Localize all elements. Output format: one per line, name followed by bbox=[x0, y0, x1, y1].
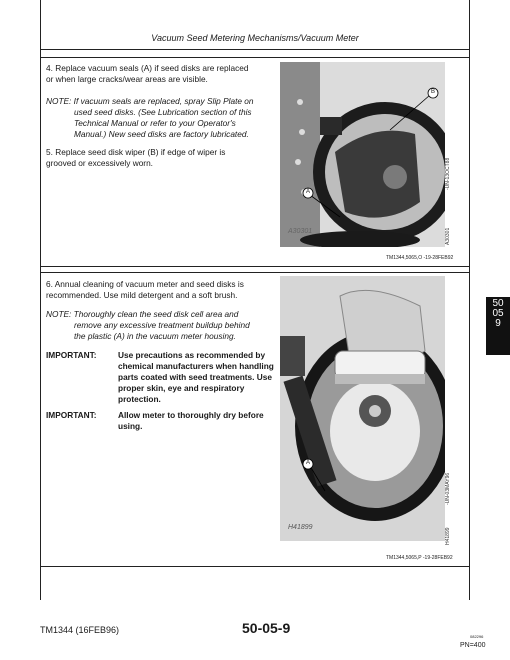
callout-b: B bbox=[431, 89, 436, 95]
figure-side-code: -UN-13OCT88 bbox=[445, 157, 451, 190]
section-divider-top bbox=[40, 57, 470, 58]
left-margin-line bbox=[40, 0, 41, 600]
figure-caption-2: TM1344,5065,P -19-28FEB92 bbox=[386, 555, 453, 561]
section-divider-1 bbox=[40, 266, 470, 267]
figure-side-code-2: A30301 bbox=[445, 227, 451, 245]
photo-cleaning-meter bbox=[280, 276, 445, 541]
manual-id: TM1344 (16FEB96) bbox=[40, 625, 120, 635]
callout-a: A bbox=[306, 460, 311, 466]
note-label: NOTE: bbox=[46, 309, 72, 319]
callout-a: A bbox=[306, 189, 311, 195]
page-header: Vacuum Seed Metering Mechanisms/Vacuum Meter bbox=[151, 33, 359, 43]
important-label: IMPORTANT: bbox=[46, 350, 97, 360]
important-2: IMPORTANT: Allow meter to thoroughly dry before using. bbox=[46, 410, 264, 431]
photo-code: A30301 bbox=[288, 228, 313, 235]
section-divider-2 bbox=[40, 272, 470, 273]
note-2: NOTE: Thoroughly clean the seed disk cell area and remove any excessive treatment buildup behind the plastic (A) in the vacuum meter housing. bbox=[46, 309, 250, 341]
callout-overlay bbox=[280, 62, 445, 247]
figure-side-code-2: H41899 bbox=[445, 527, 451, 545]
section-tab: 50 05 9 bbox=[486, 297, 510, 355]
photo-code: H41899 bbox=[288, 524, 313, 531]
page-number: 50-05-9 bbox=[242, 620, 291, 636]
note-label: NOTE: bbox=[46, 96, 72, 106]
footer-small-code: 082296 bbox=[470, 634, 484, 639]
right-margin-line bbox=[469, 0, 470, 600]
photo-vacuum-seal-wiper bbox=[280, 62, 445, 247]
callout-overlay bbox=[280, 276, 445, 541]
step-6-text: 6. Annual cleaning of vacuum meter and seed disks is recommended. Use mild detergent and a soft brush. bbox=[46, 279, 244, 300]
figure-caption-1: TM1344,5065,O -19-28FEB92 bbox=[386, 255, 454, 261]
note-1: NOTE: If vacuum seals are replaced, spray Slip Plate on used seed disks. (See Lubrication section of this Technical Manual or refer to your Operator's Manual.) New seed disks are factory lubricated. bbox=[46, 96, 254, 139]
figure-side-code: -UN-03MAY96 bbox=[445, 472, 451, 505]
important-label: IMPORTANT: bbox=[46, 410, 97, 420]
section-divider-3 bbox=[40, 566, 470, 567]
footer-pn: PN=400 bbox=[460, 642, 486, 649]
important-1: IMPORTANT: Use precautions as recommended by chemical manufacturers when handling parts coated with seed treatments. Use proper skin, eye and respiratory protection. bbox=[46, 350, 274, 404]
step-4-text: 4. Replace vacuum seals (A) if seed disks are replaced or when large cracks/wear areas are visible. bbox=[46, 63, 249, 84]
header-rule bbox=[40, 49, 470, 50]
step-5-text: 5. Replace seed disk wiper (B) if edge of wiper is grooved or excessively worn. bbox=[46, 147, 226, 168]
